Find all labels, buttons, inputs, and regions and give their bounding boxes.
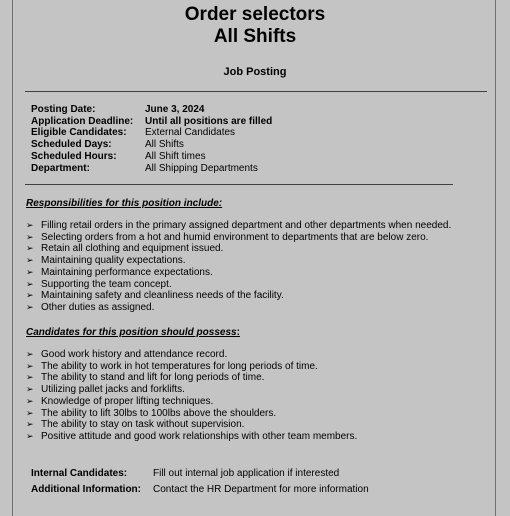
arrow-bullet-icon: ➢ — [26, 349, 34, 359]
detail-value: All Shipping Departments — [145, 162, 258, 174]
arrow-bullet-icon: ➢ — [26, 301, 34, 312]
list-item: ➢ Supporting the team concept. — [26, 278, 172, 290]
list-item: ➢ Selecting orders from a hot and humid environment to departments that are below zero. — [26, 231, 429, 243]
list-item: ➢ Positive attitude and good work relationships with other team members. — [26, 430, 358, 442]
document-subtitle: Job Posting — [223, 66, 287, 78]
arrow-bullet-icon: ➢ — [26, 372, 34, 383]
footer-value: Contact the HR Department for more information — [153, 483, 369, 495]
arrow-bullet-icon: ➢ — [26, 395, 34, 406]
detail-label: Application Deadline: — [31, 115, 134, 127]
arrow-bullet-icon: ➢ — [26, 419, 34, 430]
footer-value: Fill out internal job application if interested — [153, 468, 340, 479]
footer-label: Additional Information: — [31, 483, 141, 495]
detail-value: June 3, 2024 — [145, 104, 205, 115]
detail-label: Scheduled Hours: — [31, 150, 117, 162]
shift-title: All Shifts — [213, 26, 297, 47]
list-item: ➢ Maintaining safety and cleanliness needs of the facility. — [26, 290, 284, 302]
responsibilities-list — [26, 220, 451, 314]
posting-details — [31, 104, 272, 174]
detail-row — [31, 116, 272, 128]
detail-row — [31, 104, 272, 116]
arrow-bullet-icon: ➢ — [26, 384, 34, 395]
list-item: ➢ The ability to work in hot temperatures for long periods of time. — [26, 360, 318, 372]
footer-row — [31, 466, 369, 482]
detail-row — [31, 151, 272, 163]
detail-row — [31, 163, 272, 175]
list-item: ➢ Knowledge of proper lifting techniques. — [26, 395, 214, 407]
arrow-bullet-icon: ➢ — [26, 220, 34, 230]
arrow-bullet-icon: ➢ — [26, 255, 34, 266]
application-info — [31, 466, 369, 497]
responsibilities-heading: Responsibilities for this position include: — [26, 198, 223, 209]
detail-value: External Candidates — [145, 127, 236, 139]
detail-value: All Shift times — [145, 150, 206, 162]
detail-label: Department: — [31, 162, 90, 174]
list-item: ➢ Good work history and attendance record. — [26, 349, 228, 360]
qualifications-heading: Candidates for this position should possess: — [26, 327, 240, 338]
job-title: Order selectors — [184, 4, 326, 25]
list-item: ➢ Other duties as assigned. — [26, 301, 155, 313]
list-item: ➢ Retain all clothing and equipment issued. — [26, 243, 224, 255]
arrow-bullet-icon: ➢ — [26, 278, 34, 289]
arrow-bullet-icon: ➢ — [26, 430, 34, 441]
qualifications-list — [26, 349, 357, 443]
detail-label: Posting Date: — [31, 104, 96, 115]
detail-label: Scheduled Days: — [31, 139, 112, 151]
arrow-bullet-icon: ➢ — [26, 360, 34, 371]
divider-middle — [25, 184, 453, 185]
detail-row — [31, 139, 272, 151]
detail-label: Eligible Candidates: — [31, 127, 127, 139]
footer-row — [31, 482, 369, 498]
list-item: ➢ Utilizing pallet jacks and forklifts. — [26, 384, 185, 396]
arrow-bullet-icon: ➢ — [26, 266, 34, 277]
detail-value: Until all positions are filled — [145, 115, 273, 127]
footer-label: Internal Candidates: — [31, 468, 128, 479]
list-item: ➢ Maintaining performance expectations. — [26, 266, 213, 278]
divider-top — [25, 91, 487, 92]
detail-row — [31, 127, 272, 139]
list-item: ➢ The ability to lift 30lbs to 100lbs above the shoulders. — [26, 407, 277, 419]
list-item: ➢ The ability to stand and lift for long periods of time. — [26, 372, 265, 384]
detail-value: All Shifts — [145, 139, 184, 151]
arrow-bullet-icon: ➢ — [26, 407, 34, 418]
arrow-bullet-icon: ➢ — [26, 231, 34, 242]
arrow-bullet-icon: ➢ — [26, 243, 34, 254]
list-item: ➢ Maintaining quality expectations. — [26, 255, 186, 267]
list-item: ➢ Filling retail orders in the primary assigned department and other departments when needed. — [26, 220, 452, 231]
list-item: ➢ The ability to stay on task without supervision. — [26, 419, 245, 431]
arrow-bullet-icon: ➢ — [26, 290, 34, 301]
